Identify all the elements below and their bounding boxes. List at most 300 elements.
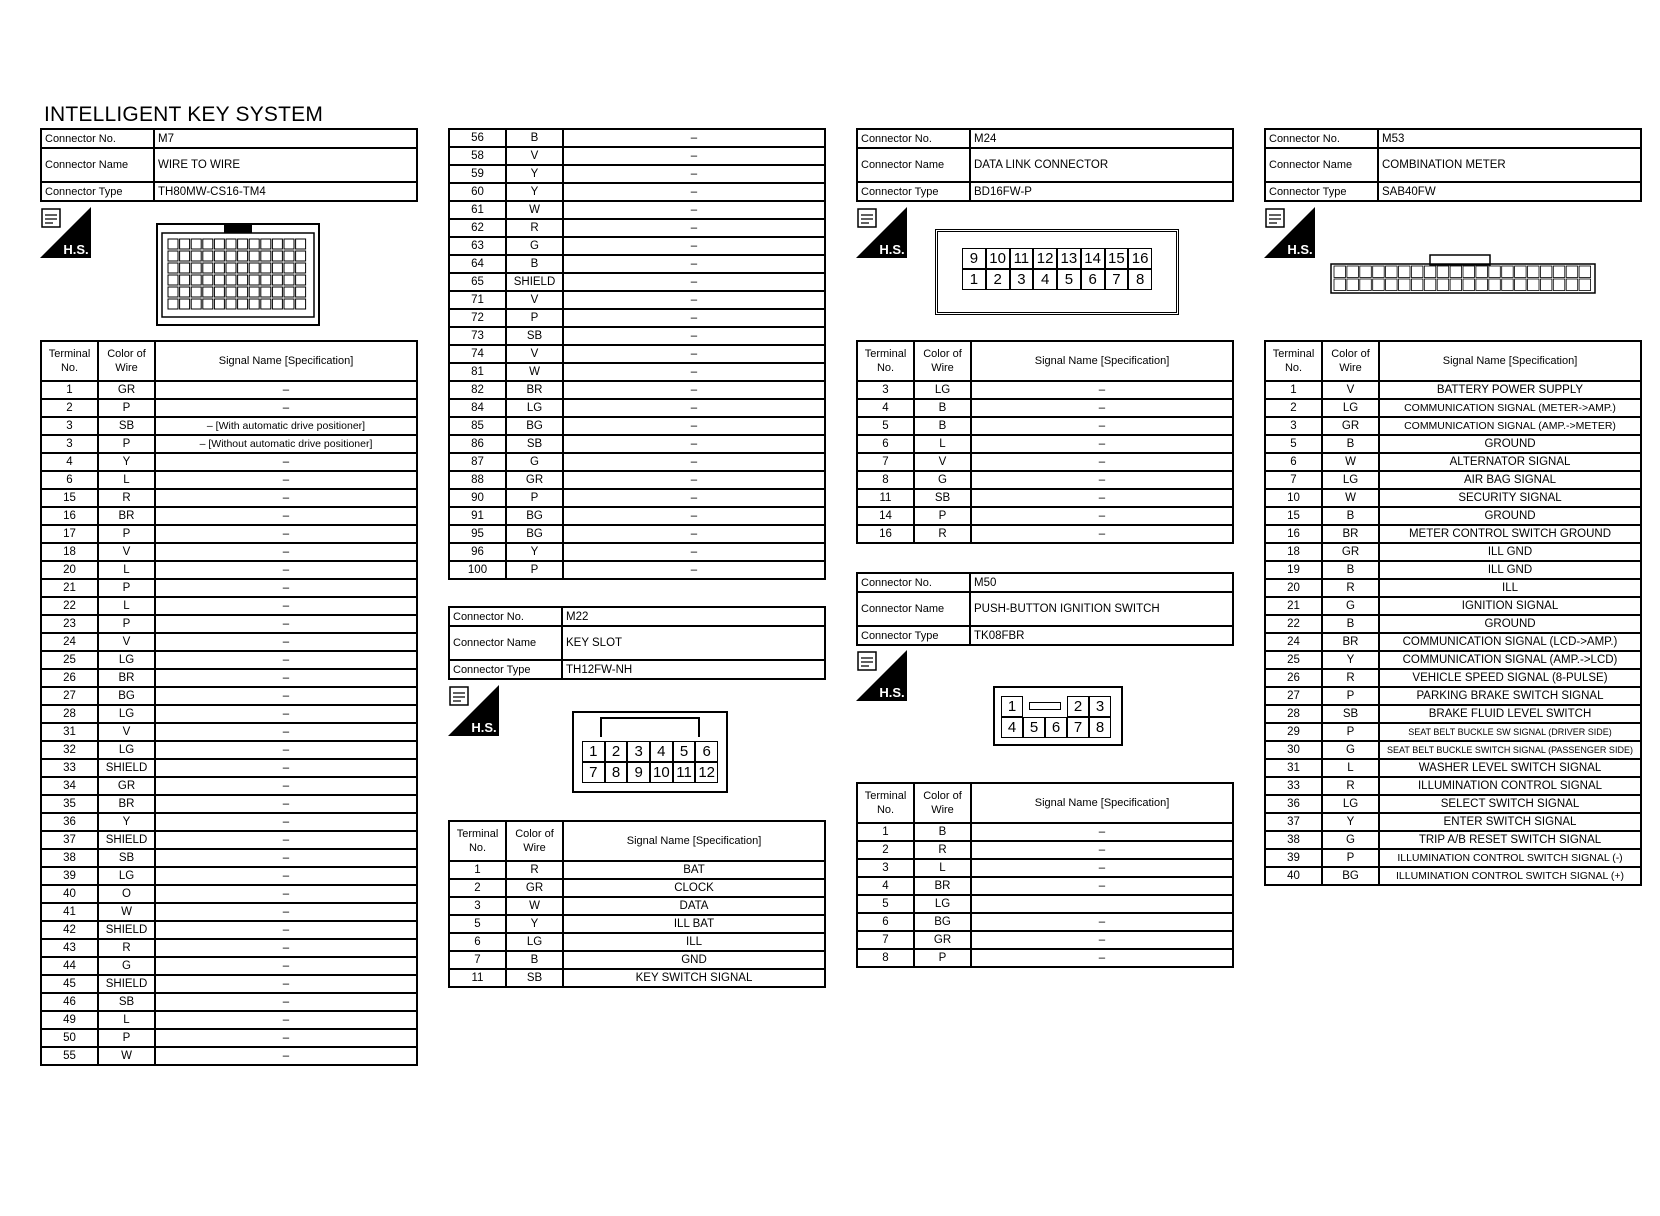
terminal-no-cell: 84 <box>449 399 506 417</box>
label-connector-name: Connector Name <box>449 626 562 660</box>
table-row <box>41 399 417 417</box>
terminal-no-cell: 18 <box>41 543 98 561</box>
signal-name-cell: – <box>563 165 825 183</box>
table-row <box>41 651 417 669</box>
signal-name-cell: – <box>563 219 825 237</box>
terminal-no-cell: 1 <box>41 381 98 399</box>
terminal-no-cell: 58 <box>449 147 506 165</box>
m50-pin-section <box>856 782 1234 968</box>
terminal-no-cell: 49 <box>41 1011 98 1029</box>
table-row <box>41 543 417 561</box>
terminal-no-cell: 25 <box>41 651 98 669</box>
wire-color-cell: V <box>98 723 155 741</box>
m50-pin-table <box>856 782 1234 968</box>
signal-name-cell: ENTER SWITCH SIGNAL <box>1379 813 1641 831</box>
connector-pin: 1 <box>962 269 986 290</box>
signal-name-cell: – <box>971 399 1233 417</box>
terminal-no-cell: 5 <box>449 915 506 933</box>
table-row <box>41 525 417 543</box>
table-row <box>1265 651 1641 669</box>
terminal-no-cell: 18 <box>1265 543 1322 561</box>
signal-name-cell: VEHICLE SPEED SIGNAL (8-PULSE) <box>1379 669 1641 687</box>
signal-name-cell: ILL BAT <box>563 915 825 933</box>
table-row <box>1265 741 1641 759</box>
wire-color-cell: SB <box>914 489 971 507</box>
m22-info-table <box>448 606 826 680</box>
table-row <box>1265 543 1641 561</box>
hs-icon <box>856 207 907 258</box>
wire-color-cell: G <box>506 237 563 255</box>
signal-name-cell: – <box>563 129 825 147</box>
table-row <box>41 849 417 867</box>
signal-name-cell: – <box>155 381 417 399</box>
svg-text:H.S.: H.S. <box>879 242 905 257</box>
wire-color-cell: Y <box>98 453 155 471</box>
signal-name-cell: – <box>155 831 417 849</box>
wire-color-cell: B <box>1322 615 1379 633</box>
terminal-no-cell: 2 <box>857 841 914 859</box>
connector-pin: 7 <box>1105 269 1129 290</box>
terminal-no-cell: 15 <box>1265 507 1322 525</box>
signal-name-cell: – <box>155 957 417 975</box>
signal-name-cell: – <box>563 471 825 489</box>
terminal-no-cell: 63 <box>449 237 506 255</box>
table-row <box>857 399 1233 417</box>
table-row <box>449 345 825 363</box>
terminal-no-cell: 5 <box>857 417 914 435</box>
table-row <box>41 723 417 741</box>
signal-name-cell: – <box>563 507 825 525</box>
wire-color-cell: R <box>98 939 155 957</box>
table-row <box>857 859 1233 877</box>
terminal-no-cell: 64 <box>449 255 506 273</box>
wire-color-cell: P <box>506 489 563 507</box>
terminal-no-cell: 7 <box>449 951 506 969</box>
signal-name-cell: – <box>563 255 825 273</box>
m24-pin-table <box>856 340 1234 544</box>
m50-info-table <box>856 572 1234 646</box>
terminal-no-cell: 46 <box>41 993 98 1011</box>
wire-color-cell: W <box>506 201 563 219</box>
wire-color-cell: BR <box>914 877 971 895</box>
header-signal-name: Signal Name [Specification] <box>563 821 825 861</box>
m7-connector-name: WIRE TO WIRE <box>154 148 417 182</box>
wire-color-cell: R <box>914 525 971 543</box>
signal-name-cell: – <box>971 507 1233 525</box>
signal-name-cell: – <box>563 381 825 399</box>
terminal-no-cell: 10 <box>1265 489 1322 507</box>
signal-name-cell: – <box>563 417 825 435</box>
table-row <box>41 417 417 435</box>
signal-name-cell: – <box>971 841 1233 859</box>
signal-name-cell <box>971 895 1233 913</box>
table-row <box>449 273 825 291</box>
table-row <box>1265 831 1641 849</box>
table-row <box>41 1011 417 1029</box>
column-m53 <box>1264 128 1642 202</box>
signal-name-cell: – <box>563 435 825 453</box>
wire-color-cell: R <box>1322 777 1379 795</box>
table-row <box>449 417 825 435</box>
terminal-no-cell: 86 <box>449 435 506 453</box>
terminal-no-cell: 16 <box>857 525 914 543</box>
m7-pin-table <box>40 340 418 1066</box>
terminal-no-cell: 38 <box>1265 831 1322 849</box>
m53-connector-name: COMBINATION METER <box>1378 148 1641 182</box>
wire-color-cell: Y <box>506 183 563 201</box>
wire-color-cell: Y <box>506 543 563 561</box>
wire-color-cell: SB <box>98 849 155 867</box>
terminal-no-cell: 41 <box>41 903 98 921</box>
m22-pin-table <box>448 820 826 988</box>
signal-name-cell: PARKING BRAKE SWITCH SIGNAL <box>1379 687 1641 705</box>
header-signal-name: Signal Name [Specification] <box>971 783 1233 823</box>
header-terminal-no: Terminal No. <box>41 341 98 381</box>
m24-connector-no: M24 <box>970 129 1233 148</box>
terminal-no-cell: 28 <box>1265 705 1322 723</box>
table-row <box>449 543 825 561</box>
table-row <box>41 489 417 507</box>
connector-pin: 6 <box>695 741 718 762</box>
connector-pin: 5 <box>673 741 696 762</box>
connector-pin: 3 <box>627 741 650 762</box>
header-terminal-no: Terminal No. <box>857 341 914 381</box>
table-row <box>449 951 825 969</box>
table-row <box>449 255 825 273</box>
table-row <box>41 867 417 885</box>
terminal-no-cell: 33 <box>1265 777 1322 795</box>
wire-color-cell: L <box>98 561 155 579</box>
terminal-no-cell: 11 <box>449 969 506 987</box>
wire-color-cell: B <box>914 399 971 417</box>
terminal-no-cell: 71 <box>449 291 506 309</box>
m24-connector-name: DATA LINK CONNECTOR <box>970 148 1233 182</box>
connector-pin: 2 <box>1067 696 1089 717</box>
terminal-no-cell: 28 <box>41 705 98 723</box>
table-row <box>41 1047 417 1065</box>
terminal-no-cell: 3 <box>1265 417 1322 435</box>
terminal-no-cell: 4 <box>857 877 914 895</box>
m50-connector-no: M50 <box>970 573 1233 592</box>
terminal-no-cell: 40 <box>1265 867 1322 885</box>
terminal-no-cell: 6 <box>449 933 506 951</box>
m24-info-table <box>856 128 1234 202</box>
table-row <box>449 879 825 897</box>
terminal-no-cell: 29 <box>1265 723 1322 741</box>
table-row <box>41 615 417 633</box>
wire-color-cell: R <box>506 219 563 237</box>
signal-name-cell: – <box>155 705 417 723</box>
signal-name-cell: – <box>155 939 417 957</box>
signal-name-cell: – <box>971 913 1233 931</box>
table-row <box>41 687 417 705</box>
signal-name-cell: – <box>971 949 1233 967</box>
signal-name-cell: – <box>155 453 417 471</box>
terminal-no-cell: 65 <box>449 273 506 291</box>
signal-name-cell: – <box>155 1011 417 1029</box>
wire-color-cell: Y <box>506 915 563 933</box>
table-row <box>1265 777 1641 795</box>
table-row <box>449 363 825 381</box>
terminal-no-cell: 82 <box>449 381 506 399</box>
table-row <box>1265 759 1641 777</box>
table-row <box>449 327 825 345</box>
terminal-no-cell: 100 <box>449 561 506 579</box>
svg-text:H.S.: H.S. <box>1287 242 1313 257</box>
signal-name-cell: GROUND <box>1379 435 1641 453</box>
wire-color-cell: SHIELD <box>506 273 563 291</box>
table-row <box>1265 471 1641 489</box>
table-row <box>449 897 825 915</box>
label-connector-no: Connector No. <box>449 607 562 626</box>
connector-pin: 14 <box>1081 248 1105 269</box>
wire-color-cell: SHIELD <box>98 759 155 777</box>
signal-name-cell: COMMUNICATION SIGNAL (METER->AMP.) <box>1379 399 1641 417</box>
terminal-no-cell: 11 <box>857 489 914 507</box>
connector-pin: 6 <box>1081 269 1105 290</box>
m7-connector-no: M7 <box>154 129 417 148</box>
wire-color-cell: V <box>914 453 971 471</box>
table-row <box>41 381 417 399</box>
wire-color-cell: G <box>506 453 563 471</box>
terminal-no-cell: 21 <box>1265 597 1322 615</box>
signal-name-cell: – <box>155 867 417 885</box>
table-row <box>857 913 1233 931</box>
table-row <box>449 399 825 417</box>
signal-name-cell: – <box>155 543 417 561</box>
wire-color-cell: GR <box>1322 543 1379 561</box>
wire-color-cell: LG <box>506 933 563 951</box>
terminal-no-cell: 21 <box>41 579 98 597</box>
terminal-no-cell: 91 <box>449 507 506 525</box>
table-row <box>857 471 1233 489</box>
connector-pin: 8 <box>1089 717 1111 738</box>
header-signal-name: Signal Name [Specification] <box>971 341 1233 381</box>
signal-name-cell: – <box>155 723 417 741</box>
signal-name-cell: – <box>155 777 417 795</box>
wire-color-cell: SHIELD <box>98 975 155 993</box>
wire-color-cell: LG <box>98 867 155 885</box>
terminal-no-cell: 73 <box>449 327 506 345</box>
terminal-no-cell: 27 <box>1265 687 1322 705</box>
signal-name-cell: – <box>155 921 417 939</box>
table-row <box>449 201 825 219</box>
wire-color-cell: BG <box>98 687 155 705</box>
terminal-no-cell: 7 <box>1265 471 1322 489</box>
terminal-no-cell: 62 <box>449 219 506 237</box>
terminal-no-cell: 85 <box>449 417 506 435</box>
header-terminal-no: Terminal No. <box>449 821 506 861</box>
signal-name-cell: – <box>563 309 825 327</box>
signal-name-cell: – <box>155 651 417 669</box>
signal-name-cell: – <box>971 489 1233 507</box>
table-row <box>449 291 825 309</box>
connector-pin: 1 <box>582 741 605 762</box>
terminal-no-cell: 60 <box>449 183 506 201</box>
wire-color-cell: BG <box>506 417 563 435</box>
connector-pin: 5 <box>1023 717 1045 738</box>
terminal-no-cell: 6 <box>857 435 914 453</box>
m50-connector-name: PUSH-BUTTON IGNITION SWITCH <box>970 592 1233 626</box>
signal-name-cell: – <box>563 561 825 579</box>
hs-icon <box>856 650 907 701</box>
signal-name-cell: – <box>155 399 417 417</box>
terminal-no-cell: 7 <box>857 931 914 949</box>
terminal-no-cell: 4 <box>857 399 914 417</box>
terminal-no-cell: 36 <box>1265 795 1322 813</box>
table-row <box>857 417 1233 435</box>
signal-name-cell: – <box>563 237 825 255</box>
table-row <box>41 453 417 471</box>
terminal-no-cell: 38 <box>41 849 98 867</box>
terminal-no-cell: 55 <box>41 1047 98 1065</box>
wire-color-cell: R <box>98 489 155 507</box>
signal-name-cell: – <box>155 489 417 507</box>
terminal-no-cell: 2 <box>449 879 506 897</box>
terminal-no-cell: 34 <box>41 777 98 795</box>
signal-name-cell: – <box>155 633 417 651</box>
table-row <box>1265 435 1641 453</box>
m22-connector-type: TH12FW-NH <box>562 660 825 679</box>
terminal-no-cell: 87 <box>449 453 506 471</box>
wire-color-cell: P <box>1322 723 1379 741</box>
terminal-no-cell: 37 <box>1265 813 1322 831</box>
terminal-no-cell: 45 <box>41 975 98 993</box>
table-row <box>1265 507 1641 525</box>
wire-color-cell: G <box>1322 831 1379 849</box>
wire-color-cell: GR <box>98 777 155 795</box>
wire-color-cell: W <box>98 903 155 921</box>
table-row <box>449 471 825 489</box>
signal-name-cell: – <box>971 381 1233 399</box>
wire-color-cell: G <box>1322 597 1379 615</box>
table-row <box>857 841 1233 859</box>
table-row <box>1265 633 1641 651</box>
table-row <box>857 507 1233 525</box>
wire-color-cell: L <box>98 1011 155 1029</box>
table-row <box>1265 813 1641 831</box>
wire-color-cell: G <box>1322 741 1379 759</box>
wire-color-cell: W <box>98 1047 155 1065</box>
wire-color-cell: SHIELD <box>98 831 155 849</box>
wire-color-cell: GR <box>98 381 155 399</box>
signal-name-cell: SEAT BELT BUCKLE SW SIGNAL (DRIVER SIDE) <box>1379 723 1641 741</box>
wire-color-cell: Y <box>1322 813 1379 831</box>
wire-color-cell: G <box>914 471 971 489</box>
signal-name-cell: – <box>155 561 417 579</box>
signal-name-cell: BRAKE FLUID LEVEL SWITCH <box>1379 705 1641 723</box>
terminal-no-cell: 22 <box>1265 615 1322 633</box>
wire-color-cell: V <box>1322 381 1379 399</box>
m22-pin-section <box>448 820 826 988</box>
signal-name-cell: COMMUNICATION SIGNAL (AMP.->LCD) <box>1379 651 1641 669</box>
connector-pin: 3 <box>1010 269 1034 290</box>
terminal-no-cell: 39 <box>1265 849 1322 867</box>
wire-color-cell: Y <box>1322 651 1379 669</box>
table-row <box>857 525 1233 543</box>
table-row <box>1265 525 1641 543</box>
terminal-no-cell: 14 <box>857 507 914 525</box>
label-connector-name: Connector Name <box>857 592 970 626</box>
wire-color-cell: SB <box>1322 705 1379 723</box>
signal-name-cell: – <box>155 1029 417 1047</box>
table-row <box>41 921 417 939</box>
table-row <box>41 705 417 723</box>
wire-color-cell: GR <box>1322 417 1379 435</box>
signal-name-cell: – <box>155 993 417 1011</box>
signal-name-cell: METER CONTROL SWITCH GROUND <box>1379 525 1641 543</box>
signal-name-cell: IGNITION SIGNAL <box>1379 597 1641 615</box>
signal-name-cell: SELECT SWITCH SIGNAL <box>1379 795 1641 813</box>
terminal-no-cell: 23 <box>41 615 98 633</box>
signal-name-cell: GND <box>563 951 825 969</box>
terminal-no-cell: 5 <box>1265 435 1322 453</box>
table-row <box>1265 867 1641 885</box>
connector-pin: 9 <box>627 762 650 783</box>
table-row <box>857 877 1233 895</box>
wire-color-cell: P <box>98 525 155 543</box>
signal-name-cell: – <box>563 273 825 291</box>
wire-color-cell: L <box>98 471 155 489</box>
wire-color-cell: P <box>98 615 155 633</box>
m53-pin-section <box>1264 340 1642 886</box>
terminal-no-cell: 3 <box>449 897 506 915</box>
wire-color-cell: LG <box>914 895 971 913</box>
terminal-no-cell: 26 <box>41 669 98 687</box>
table-row <box>857 453 1233 471</box>
table-row <box>41 813 417 831</box>
header-signal-name: Signal Name [Specification] <box>1379 341 1641 381</box>
table-row <box>857 895 1233 913</box>
signal-name-cell: ILLUMINATION CONTROL SWITCH SIGNAL (+) <box>1379 867 1641 885</box>
wire-color-cell: R <box>1322 579 1379 597</box>
signal-name-cell: – <box>563 291 825 309</box>
m53-info-table <box>1264 128 1642 202</box>
signal-name-cell: COMMUNICATION SIGNAL (LCD->AMP.) <box>1379 633 1641 651</box>
wire-color-cell: V <box>98 633 155 651</box>
table-row <box>449 165 825 183</box>
terminal-no-cell: 4 <box>41 453 98 471</box>
wire-color-cell: LG <box>98 705 155 723</box>
svg-text:H.S.: H.S. <box>879 685 905 700</box>
signal-name-cell: ILL GND <box>1379 543 1641 561</box>
terminal-no-cell: 26 <box>1265 669 1322 687</box>
terminal-no-cell: 33 <box>41 759 98 777</box>
table-row <box>857 435 1233 453</box>
header-color-of-wire: Color of Wire <box>914 783 971 823</box>
terminal-no-cell: 39 <box>41 867 98 885</box>
wire-color-cell: B <box>1322 435 1379 453</box>
label-connector-type: Connector Type <box>449 660 562 679</box>
terminal-no-cell: 61 <box>449 201 506 219</box>
connector-pin: 7 <box>1067 717 1089 738</box>
wire-color-cell: P <box>914 949 971 967</box>
terminal-no-cell: 6 <box>41 471 98 489</box>
label-connector-no: Connector No. <box>41 129 154 148</box>
wire-color-cell: V <box>98 543 155 561</box>
signal-name-cell: – <box>155 795 417 813</box>
wire-color-cell: P <box>1322 687 1379 705</box>
wire-color-cell: GR <box>506 879 563 897</box>
m7-connector-diagram <box>156 223 320 331</box>
signal-name-cell: SECURITY SIGNAL <box>1379 489 1641 507</box>
table-row <box>857 489 1233 507</box>
terminal-no-cell: 1 <box>857 823 914 841</box>
signal-name-cell: – <box>971 823 1233 841</box>
m22-connector-name: KEY SLOT <box>562 626 825 660</box>
wire-color-cell: L <box>914 435 971 453</box>
wire-color-cell: B <box>506 951 563 969</box>
